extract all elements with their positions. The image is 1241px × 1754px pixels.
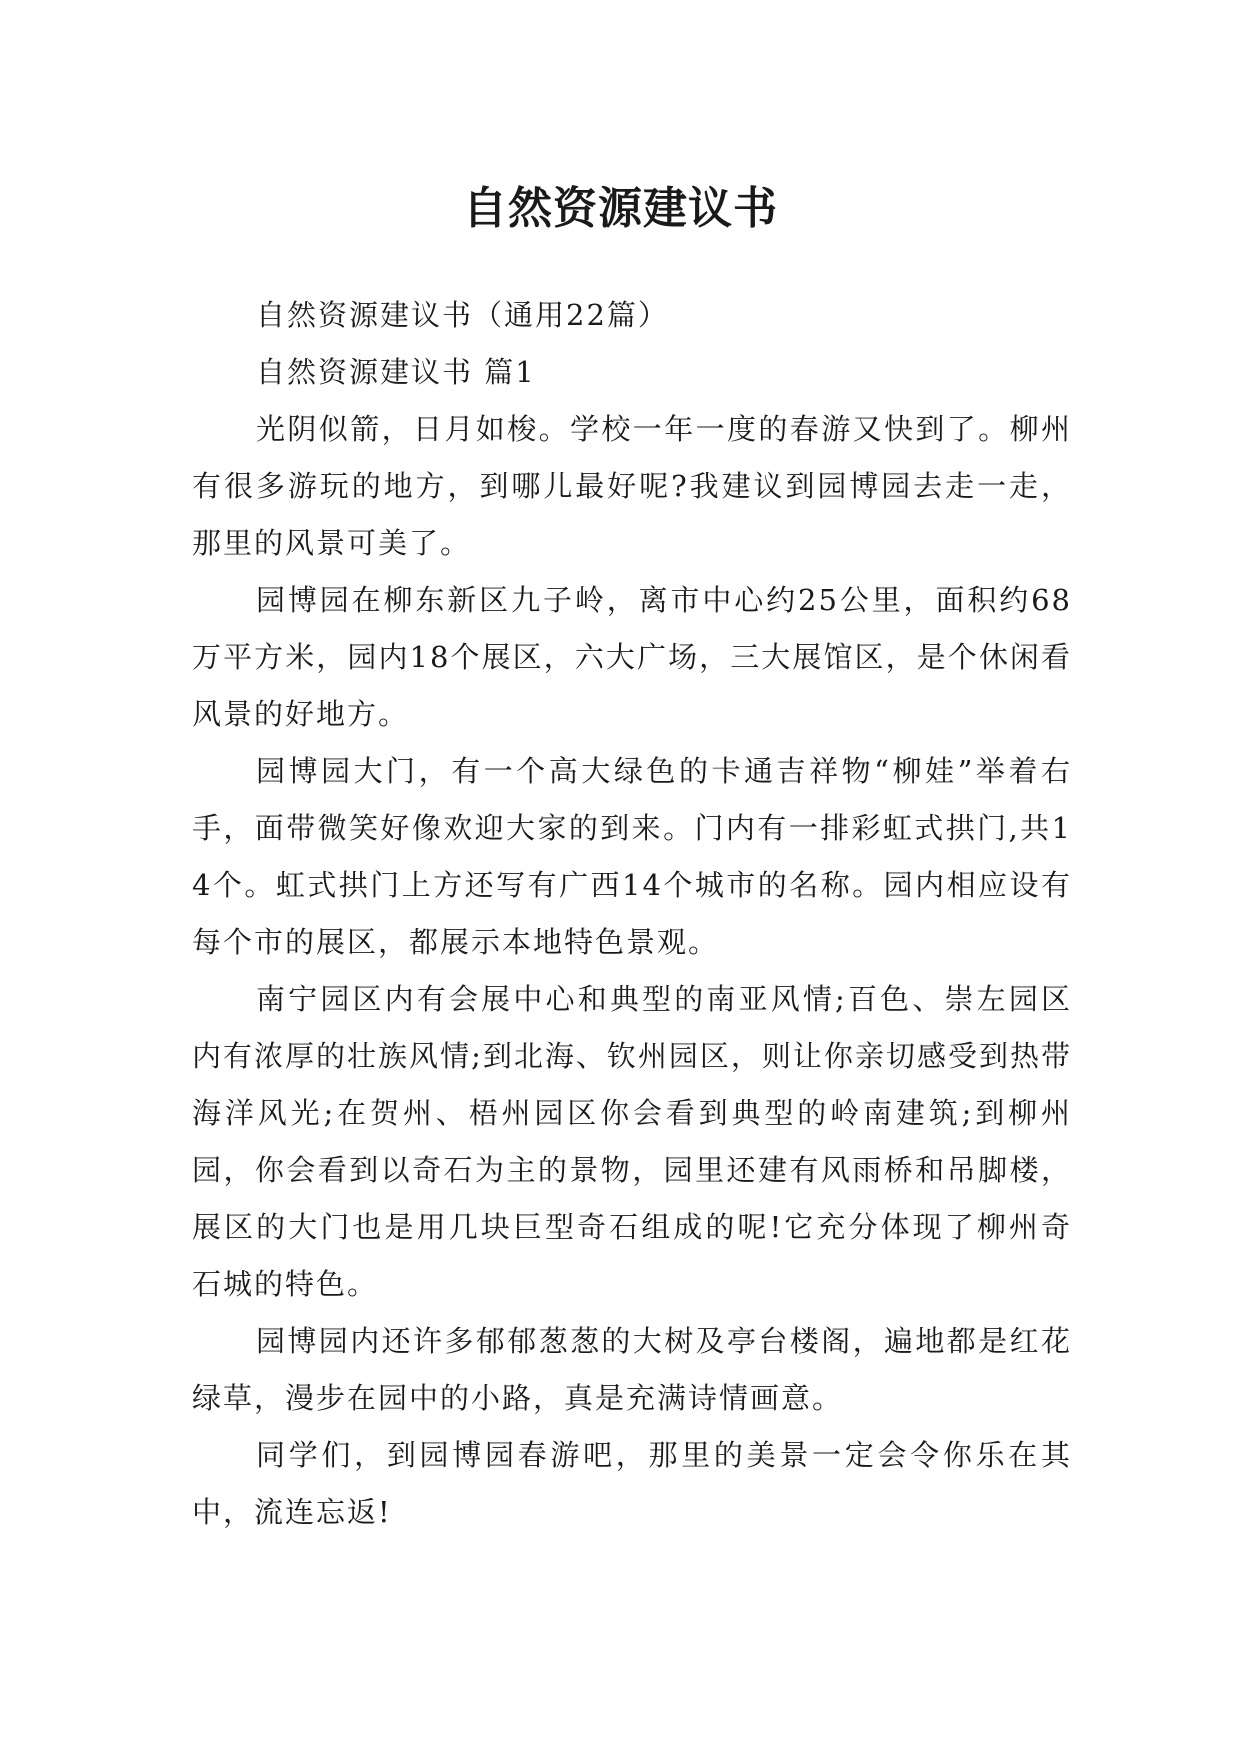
document-body	[192, 287, 1072, 1541]
paragraph: 同学们，到园博园春游吧，那里的美景一定会令你乐在其中，流连忘返!	[192, 1438, 1072, 1529]
paragraph: 园博园在柳东新区九子岭，离市中心约25公里，面积约68万平方米，园内18个展区，六大广场，三大展馆区，是个休闲看风景的好地方。	[192, 583, 1072, 731]
paragraph: 园博园内还许多郁郁葱葱的大树及亭台楼阁，遍地都是红花绿草，漫步在园中的小路，真是充满诗情画意。	[192, 1324, 1072, 1415]
document-title: 自然资源建议书	[463, 183, 778, 235]
paragraph: 园博园大门，有一个高大绿色的卡通吉祥物“柳娃”举着右手，面带微笑好像欢迎大家的到来。门内有一排彩虹式拱门,共14个。虹式拱门上方还写有广西14个城市的名称。园内相应设有每个市的展区，都展示本地特色景观。	[192, 754, 1072, 959]
paragraph-section-heading: 自然资源建议书 篇1	[256, 355, 536, 389]
paragraph: 光阴似箭，日月如梭。学校一年一度的春游又快到了。柳州有很多游玩的地方，到哪儿最好呢?我建议到园博园去走一走，那里的风景可美了。	[192, 412, 1072, 560]
paragraph-subtitle: 自然资源建议书（通用22篇）	[256, 298, 669, 332]
paragraph: 南宁园区内有会展中心和典型的南亚风情;百色、崇左园区内有浓厚的壮族风情;到北海、钦州园区，则让你亲切感受到热带海洋风光;在贺州、梧州园区你会看到典型的岭南建筑;到柳州园，你会看到以奇石为主的景物，园里还建有风雨桥和吊脚楼，展区的大门也是用几块巨型奇石组成的呢!它充分体现了柳州奇石城的特色。	[192, 982, 1072, 1301]
